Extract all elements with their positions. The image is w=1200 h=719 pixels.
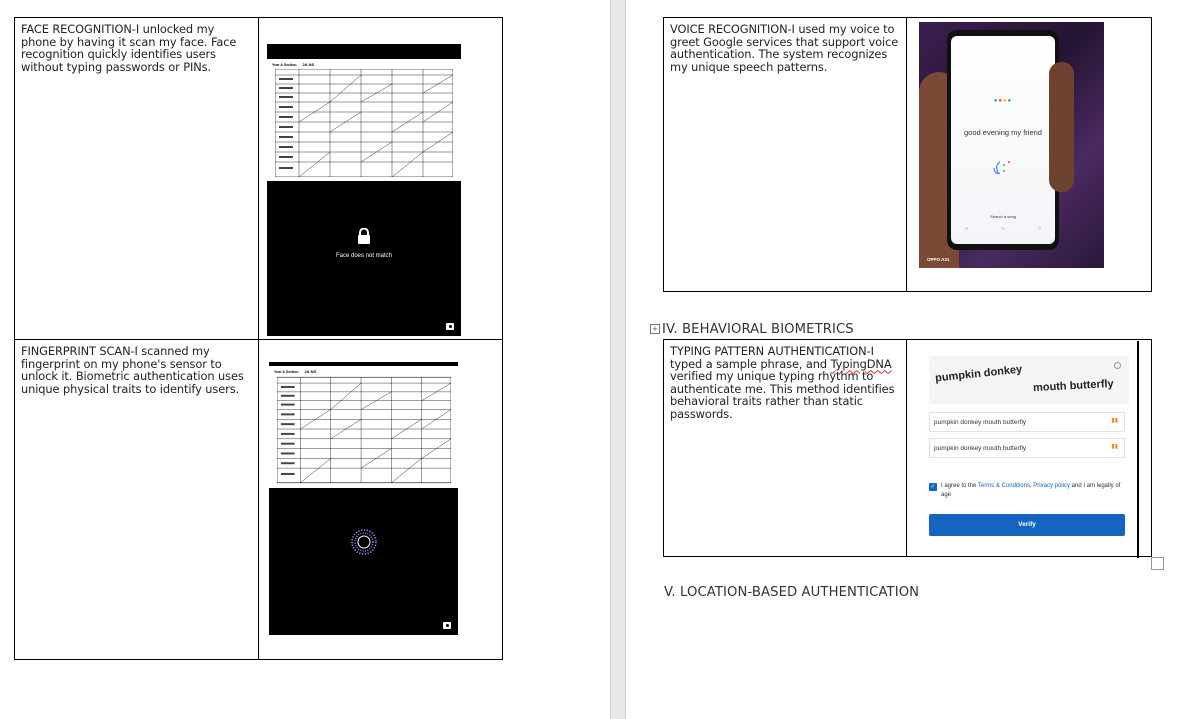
quality-meter-icon: ▮▮ [1111, 418, 1118, 424]
typing-input-2[interactable] [929, 438, 1125, 458]
privacy-link[interactable]: Privacy policy [1033, 483, 1070, 489]
table-cell[interactable] [907, 340, 1152, 557]
google-dots-icon: ●●●● [993, 98, 1013, 104]
typing-input-1[interactable] [929, 412, 1125, 432]
left-table [14, 17, 503, 660]
table-cell[interactable] [15, 340, 259, 660]
info-icon[interactable] [1114, 362, 1121, 369]
table-cell[interactable] [259, 18, 503, 340]
schedule-header-label: Year & Section [272, 63, 297, 67]
schedule-header-label: Year & Section [274, 370, 299, 374]
table-move-handle[interactable]: + [650, 324, 660, 334]
table-resize-handle[interactable] [1151, 557, 1164, 570]
camera-icon[interactable] [443, 622, 451, 629]
table-row [15, 340, 503, 660]
typing-input-2-value: pumpkin donkey mouth butterfly [934, 445, 1027, 452]
lock-icon [357, 228, 371, 244]
page-gutter [610, 0, 626, 719]
voice-greeting-text: good evening my friend [964, 128, 1042, 137]
phone-brand-label: OPPO A31 [927, 257, 950, 262]
table-row [664, 18, 1152, 292]
search-song-hint: Search a song [990, 214, 1016, 219]
fingerprint-screenshot [269, 362, 458, 635]
table-cell[interactable] [259, 340, 503, 660]
schedule-image [269, 366, 458, 488]
nav-buttons: ○ ○ ○ [965, 226, 1041, 232]
typing-input-1-value: pumpkin donkey mouth butterfly [934, 419, 1027, 426]
typing-text-before: TYPING PATTERN AUTHENTICATION-I typed a sample phrase, and [670, 344, 874, 371]
typing-text-after: verified my unique typing rhythm to authenticate me. This method identifies behavioral traits rather than static passwords. [670, 369, 895, 421]
verify-button[interactable]: Verify [929, 514, 1125, 536]
typing-table [663, 339, 1152, 557]
table-cell[interactable] [664, 18, 907, 292]
face-recognition-text: FACE RECOGNITION-I unlocked my phone by having it scan my face. Face recognition quickly identifies users without typing passwords or PINs. [21, 22, 237, 74]
schedule-grid [277, 376, 451, 484]
captcha-word-2: mouth butterfly [1032, 377, 1114, 395]
typingdna-brand: TypingDNA [830, 356, 892, 371]
agree-terms [929, 482, 1125, 500]
fingerprint-scan-text: FINGERPRINT SCAN-I scanned my fingerprint on my phone's sensor to unlock it. Biometric authentication uses unique physical traits to identify users. [21, 344, 244, 396]
section-v-heading: V. LOCATION-BASED AUTHENTICATION [664, 585, 920, 600]
fingerprint-ring-icon [349, 527, 379, 557]
lock-overlay [267, 228, 461, 259]
section-iv-heading: IV. BEHAVIORAL BIOMETRICS [662, 322, 854, 337]
table-cell[interactable] [664, 340, 907, 557]
terms-link[interactable]: Terms & Conditions [977, 483, 1030, 489]
table-row [15, 18, 503, 340]
schedule-header-value: 2A NS [304, 369, 317, 374]
table-row [664, 340, 1152, 557]
widget-scroll-edge [1137, 341, 1139, 558]
typing-pattern-text [670, 345, 900, 421]
captcha-phrase [929, 356, 1129, 404]
phone [947, 30, 1059, 250]
camera-icon[interactable] [446, 323, 454, 330]
quality-meter-icon: ▮▮ [1111, 444, 1118, 450]
voice-recognition-text: VOICE RECOGNITION-I used my voice to greet Google services that support voice authentication. The system recognizes my unique speech patterns. [670, 22, 899, 74]
voice-face-icon [989, 156, 1017, 180]
typingdna-widget [907, 344, 1132, 554]
face-recognition-screenshot [267, 44, 461, 336]
face-not-match-text: Face does not match [335, 253, 393, 259]
schedule-image [267, 59, 461, 181]
voice-phone-photo [919, 22, 1104, 268]
captcha-word-1: pumpkin donkey [934, 363, 1023, 385]
table-cell[interactable] [907, 18, 1152, 292]
schedule-grid [275, 69, 453, 177]
schedule-header-value: 2A NS [302, 62, 315, 67]
phone-screen [951, 36, 1055, 244]
agree-checkbox[interactable]: ✓ [930, 484, 936, 490]
agree-text: I agree to the [941, 483, 978, 489]
voice-table [663, 17, 1152, 292]
agree-age-text: and I am legally of age [941, 483, 1121, 498]
agree-comma: , [1029, 483, 1034, 489]
table-cell[interactable] [15, 18, 259, 340]
